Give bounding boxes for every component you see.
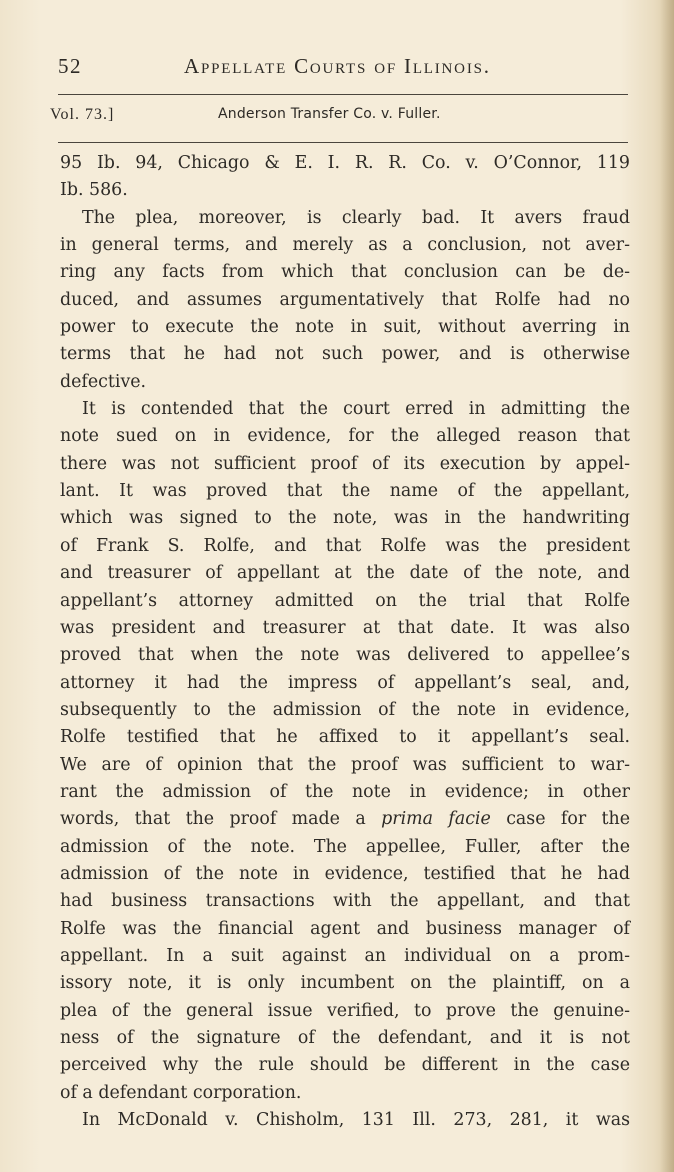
text-line: admission of the note in evidence, testified that he had [60, 863, 630, 884]
text-line: appellant’s attorney admitted on the trial that Rolfe [60, 590, 630, 611]
text-line: plea of the general issue verified, to prove the genuine- [60, 1000, 630, 1021]
text-line: issory note, it is only incumbent on the plaintiff, on a [60, 973, 630, 994]
case-title: Anderson Transfer Co. v. Fuller. [218, 106, 441, 122]
text-line: Rolfe testified that he affixed to it appellant’s seal. [60, 727, 630, 748]
text-line: had business transactions with the appellant, and that [60, 891, 630, 912]
text-line: proved that when the note was delivered to appellee’s [60, 645, 630, 666]
text-line: ring any facts from which that conclusion can be de- [60, 262, 630, 283]
header-rule-bottom [58, 142, 628, 143]
header-rule-top [58, 94, 628, 95]
running-title: Appellate Courts of Illinois. [184, 54, 491, 78]
text-line: Ib. 586. [60, 180, 128, 201]
case-caption [50, 106, 610, 130]
page-number: 52 [58, 54, 82, 78]
text-line: We are of opinion that the proof was sufficient to war- [60, 754, 630, 775]
text-line: It is contended that the court erred in admitting the [82, 399, 630, 420]
text-line: which was signed to the note, was in the handwriting [60, 508, 630, 529]
text-line [60, 806, 630, 833]
text-line: 95 Ib. 94, Chicago & E. I. R. R. Co. v. O’Connor, 119 [60, 153, 630, 173]
text-line: The plea, moreover, is clearly bad. It avers fraud [82, 207, 630, 228]
text-line: power to execute the note in suit, without averring in [60, 317, 630, 338]
text-line: of Frank S. Rolfe, and that Rolfe was the president [60, 535, 630, 556]
text-line: defective. [60, 371, 147, 392]
text-line: attorney it had the impress of appellant’s seal, and, [60, 672, 630, 693]
text-line: in general terms, and merely as a conclusion, not aver- [60, 235, 630, 256]
italic-phrase: prima facie [381, 809, 491, 830]
text-line: and treasurer of appellant at the date of the note, and [60, 563, 630, 584]
text-line: In McDonald v. Chisholm, 131 Ill. 273, 281, it was [82, 1110, 630, 1131]
text-line: note sued on in evidence, for the alleged reason that [60, 426, 630, 447]
text-line: appellant. In a suit against an individual on a prom- [60, 945, 630, 966]
text-line: lant. It was proved that the name of the appellant, [60, 481, 630, 502]
page-edge-shadow [660, 0, 674, 1172]
text-segment: words, that the proof made a [60, 809, 382, 830]
text-line: duced, and assumes argumentatively that Rolfe had no [60, 289, 630, 310]
text-segment: case for the [490, 809, 631, 830]
text-line: subsequently to the admission of the note in evidence, [60, 699, 630, 720]
text-line: admission of the note. The appellee, Fuller, after the [60, 836, 630, 857]
text-line: terms that he had not such power, and is otherwise [60, 344, 630, 365]
text-line: of a defendant corporation. [60, 1082, 302, 1103]
volume-label: Vol. 73.] [50, 106, 115, 123]
text-line: ness of the signature of the defendant, and it is not [60, 1028, 630, 1048]
text-line: Rolfe was the financial agent and business manager of [60, 918, 630, 939]
text-line: was president and treasurer at that date. It was also [60, 617, 630, 638]
running-head [58, 54, 618, 84]
text-line: there was not sufficient proof of its execution by appel- [60, 453, 630, 474]
text-line: rant the admission of the note in evidence; in other [60, 781, 630, 802]
opinion-text [60, 150, 630, 1134]
text-line: perceived why the rule should be different in the case [60, 1055, 630, 1076]
